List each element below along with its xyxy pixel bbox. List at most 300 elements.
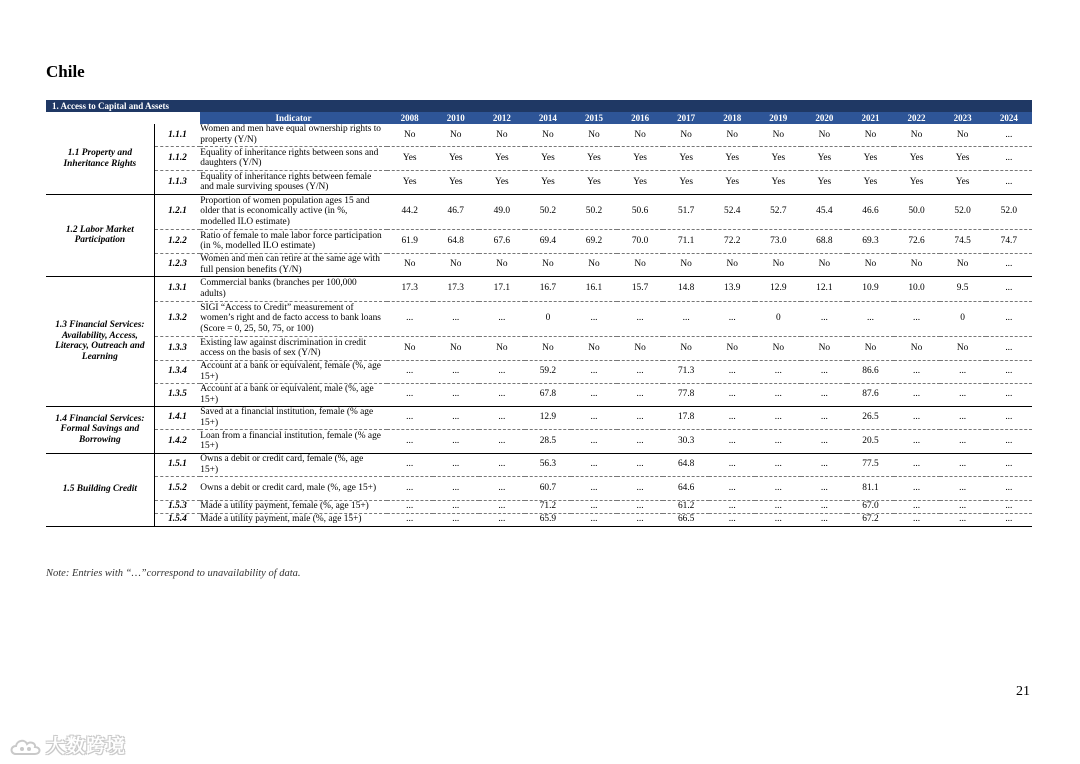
value-cell: No <box>847 124 893 146</box>
value-cell: ... <box>387 360 433 383</box>
value-cell: 71.3 <box>663 360 709 383</box>
value-cell: ... <box>479 500 525 513</box>
table-row <box>46 146 1032 170</box>
value-cell: ... <box>986 276 1032 301</box>
indicator-label: Women and men can retire at the same age with full pension benefits (Y/N) <box>200 253 386 276</box>
value-cell: ... <box>571 383 617 406</box>
value-cell: ... <box>571 513 617 526</box>
indicator-label: Account at a bank or equivalent, male (%, age 15+) <box>200 383 386 406</box>
code-header-blank <box>154 112 200 124</box>
value-cell: ... <box>801 476 847 500</box>
value-cell: 81.1 <box>847 476 893 500</box>
value-cell: ... <box>940 406 986 429</box>
value-cell: 45.4 <box>801 194 847 229</box>
value-cell: 66.5 <box>663 513 709 526</box>
value-cell: ... <box>894 476 940 500</box>
value-cell: No <box>525 124 571 146</box>
value-cell: 15.7 <box>617 276 663 301</box>
value-cell: No <box>940 124 986 146</box>
value-cell: ... <box>755 383 801 406</box>
year-header: 2016 <box>617 112 663 124</box>
value-cell: 50.2 <box>525 194 571 229</box>
indicator-code: 1.3.1 <box>154 276 200 301</box>
value-cell: ... <box>755 513 801 526</box>
value-cell: ... <box>479 513 525 526</box>
category-label: 1.3 Financial Services: Availability, Access, Literacy, Outreach and Learning <box>46 276 154 406</box>
value-cell: No <box>663 124 709 146</box>
value-cell: ... <box>479 383 525 406</box>
value-cell: ... <box>801 301 847 336</box>
value-cell: 72.2 <box>709 229 755 253</box>
value-cell: ... <box>709 360 755 383</box>
value-cell: 67.8 <box>525 383 571 406</box>
value-cell: Yes <box>709 146 755 170</box>
value-cell: No <box>755 124 801 146</box>
value-cell: 14.8 <box>663 276 709 301</box>
value-cell: No <box>387 336 433 360</box>
indicator-code: 1.4.2 <box>154 429 200 453</box>
value-cell: 71.2 <box>525 500 571 513</box>
value-cell: 69.2 <box>571 229 617 253</box>
value-cell: ... <box>387 500 433 513</box>
value-cell: Yes <box>847 170 893 194</box>
value-cell: 52.4 <box>709 194 755 229</box>
category-label: 1.4 Financial Services: Formal Savings and Borrowing <box>46 406 154 453</box>
value-cell: ... <box>801 513 847 526</box>
value-cell: ... <box>571 406 617 429</box>
value-cell: 26.5 <box>847 406 893 429</box>
value-cell: ... <box>617 513 663 526</box>
year-header: 2017 <box>663 112 709 124</box>
value-cell: ... <box>986 406 1032 429</box>
value-cell: ... <box>801 360 847 383</box>
value-cell: Yes <box>940 170 986 194</box>
table-row <box>46 229 1032 253</box>
indicator-label: Women and men have equal ownership rights to property (Y/N) <box>200 124 386 146</box>
value-cell: 17.8 <box>663 406 709 429</box>
value-cell: ... <box>755 476 801 500</box>
value-cell: ... <box>940 383 986 406</box>
value-cell: ... <box>894 429 940 453</box>
value-cell: 10.0 <box>894 276 940 301</box>
value-cell: 9.5 <box>940 276 986 301</box>
value-cell: No <box>617 253 663 276</box>
table-body <box>46 124 1032 526</box>
value-cell: 20.5 <box>847 429 893 453</box>
value-cell: ... <box>709 500 755 513</box>
footnote: Note: Entries with “…”correspond to unavailability of data. <box>46 568 301 579</box>
value-cell: ... <box>709 453 755 476</box>
value-cell: ... <box>986 476 1032 500</box>
year-header: 2010 <box>433 112 479 124</box>
indicator-code: 1.1.1 <box>154 124 200 146</box>
value-cell: ... <box>387 453 433 476</box>
value-cell: ... <box>801 429 847 453</box>
value-cell: No <box>663 336 709 360</box>
value-cell: ... <box>433 301 479 336</box>
indicator-code: 1.2.1 <box>154 194 200 229</box>
value-cell: No <box>479 124 525 146</box>
value-cell: ... <box>986 429 1032 453</box>
value-cell: 0 <box>525 301 571 336</box>
value-cell: 16.1 <box>571 276 617 301</box>
value-cell: 77.8 <box>663 383 709 406</box>
value-cell: 60.7 <box>525 476 571 500</box>
year-header: 2014 <box>525 112 571 124</box>
value-cell: ... <box>986 336 1032 360</box>
value-cell: ... <box>709 513 755 526</box>
value-cell: Yes <box>571 170 617 194</box>
value-cell: ... <box>709 406 755 429</box>
value-cell: No <box>709 336 755 360</box>
value-cell: 0 <box>940 301 986 336</box>
value-cell: ... <box>894 383 940 406</box>
indicator-code: 1.1.2 <box>154 146 200 170</box>
value-cell: No <box>571 253 617 276</box>
value-cell: ... <box>617 453 663 476</box>
year-header: 2022 <box>894 112 940 124</box>
value-cell: ... <box>709 429 755 453</box>
category-label: 1.5 Building Credit <box>46 453 154 526</box>
value-cell: ... <box>709 476 755 500</box>
value-cell: 17.3 <box>433 276 479 301</box>
value-cell: ... <box>617 476 663 500</box>
value-cell: 0 <box>755 301 801 336</box>
value-cell: No <box>940 336 986 360</box>
table-row <box>46 301 1032 336</box>
value-cell: Yes <box>663 170 709 194</box>
value-cell: 16.7 <box>525 276 571 301</box>
indicator-header: Indicator <box>200 112 386 124</box>
value-cell: 69.4 <box>525 229 571 253</box>
value-cell: ... <box>387 383 433 406</box>
value-cell: ... <box>986 453 1032 476</box>
value-cell: Yes <box>755 146 801 170</box>
value-cell: No <box>479 253 525 276</box>
value-cell: No <box>709 253 755 276</box>
value-cell: ... <box>801 383 847 406</box>
indicator-label: Proportion of women population ages 15 and older that is economically active (in %, modelled ILO estimate) <box>200 194 386 229</box>
value-cell: ... <box>986 124 1032 146</box>
value-cell: No <box>617 336 663 360</box>
watermark <box>8 731 126 758</box>
value-cell: 12.9 <box>525 406 571 429</box>
value-cell: ... <box>479 429 525 453</box>
value-cell: ... <box>940 429 986 453</box>
indicator-code: 1.5.1 <box>154 453 200 476</box>
value-cell: ... <box>433 429 479 453</box>
value-cell: 46.7 <box>433 194 479 229</box>
value-cell: ... <box>571 500 617 513</box>
value-cell: ... <box>986 146 1032 170</box>
watermark-text: 大数跨境 <box>46 735 127 757</box>
value-cell: 65.9 <box>525 513 571 526</box>
value-cell: No <box>433 124 479 146</box>
value-cell: ... <box>940 513 986 526</box>
value-cell: 46.6 <box>847 194 893 229</box>
indicator-label: Account at a bank or equivalent, female (%, age 15+) <box>200 360 386 383</box>
value-cell: Yes <box>387 146 433 170</box>
value-cell: No <box>525 253 571 276</box>
value-cell: 52.0 <box>986 194 1032 229</box>
value-cell: ... <box>479 453 525 476</box>
value-cell: ... <box>433 360 479 383</box>
indicator-code: 1.2.2 <box>154 229 200 253</box>
value-cell: 70.0 <box>617 229 663 253</box>
country-title: Chile <box>46 62 85 81</box>
value-cell: ... <box>709 301 755 336</box>
value-cell: ... <box>479 360 525 383</box>
value-cell: No <box>801 124 847 146</box>
value-cell: 13.9 <box>709 276 755 301</box>
value-cell: 67.6 <box>479 229 525 253</box>
value-cell: ... <box>986 383 1032 406</box>
indicator-label: Owns a debit or credit card, female (%, age 15+) <box>200 453 386 476</box>
value-cell: ... <box>571 301 617 336</box>
value-cell: Yes <box>617 170 663 194</box>
indicator-code: 1.5.3 <box>154 500 200 513</box>
value-cell: ... <box>894 453 940 476</box>
value-cell: ... <box>755 360 801 383</box>
value-cell: Yes <box>801 146 847 170</box>
value-cell: 77.5 <box>847 453 893 476</box>
value-cell: ... <box>986 301 1032 336</box>
value-cell: No <box>894 336 940 360</box>
indicator-code: 1.5.2 <box>154 476 200 500</box>
indicator-label: Existing law against discrimination in credit access on the basis of sex (Y/N) <box>200 336 386 360</box>
value-cell: No <box>571 124 617 146</box>
value-cell: Yes <box>433 146 479 170</box>
value-cell: 44.2 <box>387 194 433 229</box>
indicator-code: 1.3.3 <box>154 336 200 360</box>
table-row <box>46 276 1032 301</box>
indicator-label: Made a utility payment, female (%, age 15+) <box>200 500 386 513</box>
indicator-label: Ratio of female to male labor force participation (in %, modelled ILO estimate) <box>200 229 386 253</box>
value-cell: ... <box>986 360 1032 383</box>
value-cell: 10.9 <box>847 276 893 301</box>
value-cell: 50.2 <box>571 194 617 229</box>
value-cell: Yes <box>894 146 940 170</box>
year-header: 2021 <box>847 112 893 124</box>
value-cell: No <box>433 253 479 276</box>
value-cell: No <box>479 336 525 360</box>
value-cell: Yes <box>433 170 479 194</box>
value-cell: ... <box>894 360 940 383</box>
category-label: 1.2 Labor Market Participation <box>46 194 154 276</box>
value-cell: 50.0 <box>894 194 940 229</box>
value-cell: ... <box>387 406 433 429</box>
value-cell: No <box>801 336 847 360</box>
value-cell: ... <box>571 453 617 476</box>
value-cell: ... <box>663 301 709 336</box>
value-cell: 67.0 <box>847 500 893 513</box>
value-cell: ... <box>894 513 940 526</box>
value-cell: ... <box>617 500 663 513</box>
year-header: 2018 <box>709 112 755 124</box>
value-cell: 49.0 <box>479 194 525 229</box>
value-cell: ... <box>387 429 433 453</box>
year-header: 2012 <box>479 112 525 124</box>
table-row <box>46 500 1032 513</box>
value-cell: No <box>894 253 940 276</box>
value-cell: ... <box>617 301 663 336</box>
year-header: 2008 <box>387 112 433 124</box>
value-cell: 74.7 <box>986 229 1032 253</box>
value-cell: Yes <box>617 146 663 170</box>
value-cell: ... <box>986 170 1032 194</box>
value-cell: 59.2 <box>525 360 571 383</box>
value-cell: 64.8 <box>663 453 709 476</box>
value-cell: Yes <box>525 146 571 170</box>
indicator-code: 1.2.3 <box>154 253 200 276</box>
value-cell: ... <box>571 476 617 500</box>
table-row <box>46 406 1032 429</box>
indicator-label: Commercial banks (branches per 100,000 adults) <box>200 276 386 301</box>
indicator-code: 1.4.1 <box>154 406 200 429</box>
value-cell: Yes <box>479 146 525 170</box>
value-cell: ... <box>617 360 663 383</box>
value-cell: ... <box>571 429 617 453</box>
value-cell: 72.6 <box>894 229 940 253</box>
indicator-code: 1.3.5 <box>154 383 200 406</box>
value-cell: Yes <box>663 146 709 170</box>
value-cell: ... <box>433 406 479 429</box>
value-cell: No <box>433 336 479 360</box>
value-cell: ... <box>479 476 525 500</box>
value-cell: No <box>894 124 940 146</box>
table-row <box>46 194 1032 229</box>
value-cell: 61.9 <box>387 229 433 253</box>
year-header: 2015 <box>571 112 617 124</box>
value-cell: Yes <box>571 146 617 170</box>
value-cell: ... <box>755 500 801 513</box>
page-number: 21 <box>1016 684 1030 699</box>
value-cell: No <box>847 253 893 276</box>
table-row <box>46 513 1032 526</box>
value-cell: Yes <box>709 170 755 194</box>
value-cell: No <box>663 253 709 276</box>
value-cell: 86.6 <box>847 360 893 383</box>
value-cell: 30.3 <box>663 429 709 453</box>
indicator-code: 1.1.3 <box>154 170 200 194</box>
value-cell: No <box>387 124 433 146</box>
value-cell: 87.6 <box>847 383 893 406</box>
value-cell: ... <box>940 500 986 513</box>
value-cell: 74.5 <box>940 229 986 253</box>
table-row <box>46 124 1032 146</box>
value-cell: 67.2 <box>847 513 893 526</box>
table-row <box>46 383 1032 406</box>
value-cell: ... <box>433 453 479 476</box>
value-cell: ... <box>433 500 479 513</box>
value-cell: ... <box>433 383 479 406</box>
indicator-label: Saved at a financial institution, female (% age 15+) <box>200 406 386 429</box>
value-cell: No <box>755 253 801 276</box>
column-header-row <box>46 112 1032 124</box>
table-row <box>46 336 1032 360</box>
indicator-label: Owns a debit or credit card, male (%, age 15+) <box>200 476 386 500</box>
indicator-label: Made a utility payment, male (%, age 15+) <box>200 513 386 526</box>
year-header: 2020 <box>801 112 847 124</box>
value-cell: Yes <box>940 146 986 170</box>
value-cell: ... <box>617 429 663 453</box>
value-cell: 61.2 <box>663 500 709 513</box>
value-cell: 73.0 <box>755 229 801 253</box>
value-cell: 68.8 <box>801 229 847 253</box>
value-cell: No <box>709 124 755 146</box>
value-cell: 52.7 <box>755 194 801 229</box>
value-cell: 52.0 <box>940 194 986 229</box>
value-cell: ... <box>571 360 617 383</box>
value-cell: ... <box>940 476 986 500</box>
year-header: 2023 <box>940 112 986 124</box>
value-cell: 17.1 <box>479 276 525 301</box>
value-cell: ... <box>894 301 940 336</box>
indicator-code: 1.3.4 <box>154 360 200 383</box>
indicator-label: Equality of inheritance rights between sons and daughters (Y/N) <box>200 146 386 170</box>
value-cell: No <box>525 336 571 360</box>
indicator-label: Loan from a financial institution, female (% age 15+) <box>200 429 386 453</box>
value-cell: ... <box>433 513 479 526</box>
category-label: 1.1 Property and Inheritance Rights <box>46 124 154 194</box>
value-cell: 71.1 <box>663 229 709 253</box>
indicator-code: 1.3.2 <box>154 301 200 336</box>
section-header-row <box>46 100 1032 112</box>
table-row <box>46 170 1032 194</box>
table-row <box>46 476 1032 500</box>
value-cell: ... <box>894 406 940 429</box>
value-cell: ... <box>617 406 663 429</box>
value-cell: ... <box>479 406 525 429</box>
value-cell: ... <box>709 383 755 406</box>
value-cell: ... <box>847 301 893 336</box>
value-cell: No <box>387 253 433 276</box>
value-cell: No <box>755 336 801 360</box>
indicator-label: Equality of inheritance rights between female and male surviving spouses (Y/N) <box>200 170 386 194</box>
value-cell: ... <box>617 383 663 406</box>
value-cell: ... <box>387 301 433 336</box>
value-cell: ... <box>433 476 479 500</box>
value-cell: ... <box>755 453 801 476</box>
value-cell: ... <box>986 513 1032 526</box>
value-cell: ... <box>755 429 801 453</box>
year-header: 2019 <box>755 112 801 124</box>
value-cell: ... <box>387 513 433 526</box>
table-row <box>46 360 1032 383</box>
value-cell: 17.3 <box>387 276 433 301</box>
indicator-table <box>46 100 1032 527</box>
value-cell: Yes <box>755 170 801 194</box>
category-header-blank <box>46 112 154 124</box>
indicator-code: 1.5.4 <box>154 513 200 526</box>
value-cell: 56.3 <box>525 453 571 476</box>
value-cell: ... <box>801 406 847 429</box>
value-cell: 28.5 <box>525 429 571 453</box>
value-cell: 64.6 <box>663 476 709 500</box>
value-cell: No <box>847 336 893 360</box>
value-cell: 51.7 <box>663 194 709 229</box>
year-header: 2024 <box>986 112 1032 124</box>
value-cell: Yes <box>801 170 847 194</box>
value-cell: ... <box>479 301 525 336</box>
value-cell: Yes <box>894 170 940 194</box>
value-cell: Yes <box>525 170 571 194</box>
value-cell: ... <box>986 253 1032 276</box>
value-cell: 69.3 <box>847 229 893 253</box>
value-cell: No <box>571 336 617 360</box>
indicator-label: SIGI “Access to Credit” measurement of women’s right and de facto access to bank loans (Score = 0, 25, 50, 75, or 100) <box>200 301 386 336</box>
value-cell: ... <box>801 453 847 476</box>
